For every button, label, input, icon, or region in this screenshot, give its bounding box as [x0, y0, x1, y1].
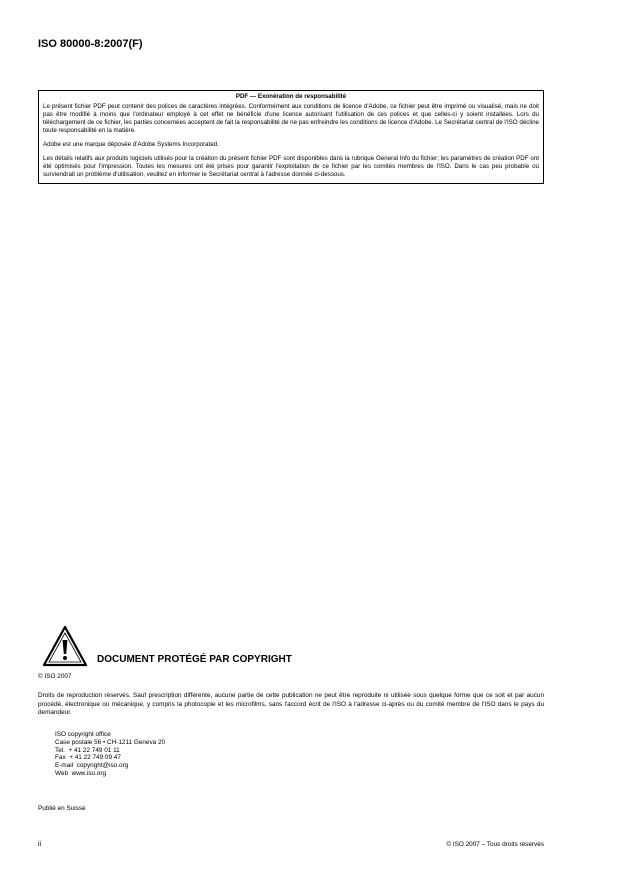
- warning-triangle-icon: [42, 625, 88, 667]
- address-line: ISO copyright office: [55, 731, 111, 738]
- address-line: E-mail copyright@iso.org: [55, 762, 129, 770]
- page-number: ii: [38, 841, 42, 848]
- reproduction-rights: Droits de reproduction réservés. Sauf prescription différente, aucune partie de cette publication ne peut être reproduite ni utilisée sous quelque forme que ce soit et par aucun procédé, électronique ou mécanique, y compris la photocopie et les microfilms, sans l'accord écrit de l'ISO à l'adresse ci-après ou du comité membre de l'ISO dans le pays du demandeur.: [38, 692, 544, 716]
- copyright-notice: © ISO 2007: [38, 673, 72, 680]
- disclaimer-title: PDF — Exonération de responsabilité: [235, 93, 347, 100]
- iso-address-block: [55, 731, 165, 778]
- disclaimer-paragraph: Le présent fichier PDF peut contenir des polices de caractères intégrées. Conformément aux conditions de licence d'Adobe, ce fichier peut être imprimé ou visualisé, mais ne doit pas être modifié à moins que l'ordinateur employé à cet effet ne bénéficie d'une licence autorisant l'utilisation de ces polices et que celles-ci y soient installées. Lors du téléchargement de ce fichier, les parties concernées acceptent de fait la responsabilité de ne pas enfreindre les conditions de licence d'Adobe. Le Secrétariat central de l'ISO décline toute responsabilité en la matière.: [43, 103, 539, 134]
- address-line: Fax + 41 22 749 09 47: [55, 754, 121, 762]
- address-line: Web www.iso.org: [55, 769, 107, 777]
- disclaimer-paragraph: Les détails relatifs aux produits logiciels utilisés pour la création du présent fichier PDF sont disponibles dans la rubrique General Info du fichier; les paramètres de création PDF ont été optimisés pour l'impression. Toutes les mesures ont été prises pour garantir l'exploitation de ce fichier par les comités membres de l'ISO. Dans le cas peu probable où surviendrait un problème d'utilisation, veuillez en informer le Secrétariat central à l'adresse donnée ci-dessous.: [43, 155, 539, 178]
- disclaimer-paragraph: Adobe est une marque déposée d'Adobe Systems Incorporated.: [43, 141, 219, 148]
- footer-copyright: © ISO 2007 – Tous droits réservés: [446, 841, 544, 848]
- published-in: Publié en Suisse: [38, 805, 86, 812]
- address-line: Tel. + 41 22 749 01 11: [55, 746, 120, 754]
- address-line: Case postale 56 • CH-1211 Geneva 20: [55, 738, 166, 746]
- pdf-disclaimer-box: [38, 90, 544, 184]
- document-reference: ISO 80000-8:2007(F): [38, 38, 143, 50]
- copyright-title: DOCUMENT PROTÉGÉ PAR COPYRIGHT: [97, 654, 292, 665]
